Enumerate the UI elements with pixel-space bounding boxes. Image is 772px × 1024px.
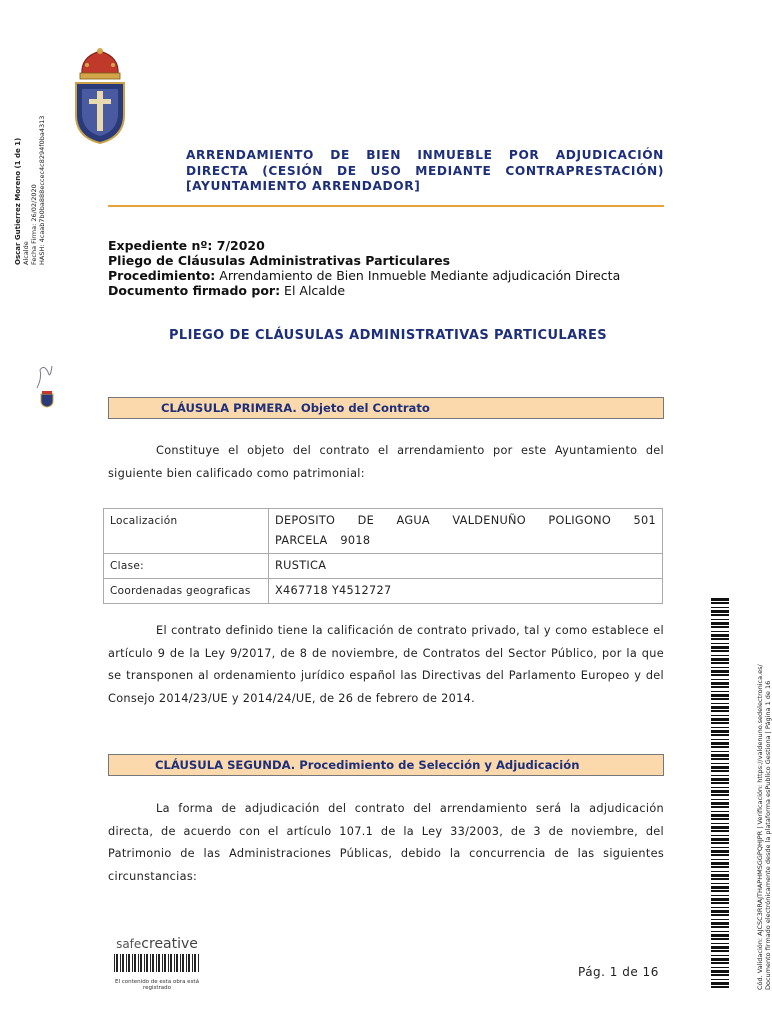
safe-barcode-bar bbox=[144, 954, 145, 972]
pliego-label: Pliego de Cláusulas Administrativas Particulares bbox=[108, 253, 451, 268]
barcode-bar bbox=[711, 754, 729, 757]
table-label: Clase: bbox=[104, 554, 269, 579]
header-title-line: [AYUNTAMIENTO ARRENDADOR] bbox=[186, 179, 421, 193]
barcode-bar bbox=[711, 775, 729, 776]
safe-barcode-bar bbox=[120, 954, 121, 972]
barcode-bar bbox=[711, 631, 729, 632]
safe-barcode-bar bbox=[158, 954, 160, 972]
barcode-bar bbox=[711, 706, 729, 709]
barcode-bar bbox=[711, 619, 729, 620]
barcode-bar bbox=[711, 739, 729, 740]
barcode-bar bbox=[711, 818, 729, 820]
barcode-bar bbox=[711, 838, 729, 841]
barcode-bar bbox=[711, 766, 729, 769]
barcode-bar bbox=[711, 703, 729, 704]
table-label: Localización bbox=[104, 509, 269, 554]
barcode-bar bbox=[711, 722, 729, 724]
barcode-bar bbox=[711, 682, 729, 685]
header-title-line: DIRECTA (CESIÓN DE USO MEDIANTE CONTRAPRESTACIÓN) bbox=[186, 163, 664, 178]
barcode-bar bbox=[711, 902, 729, 904]
barcode-bar bbox=[711, 751, 729, 752]
safe-barcode-bar bbox=[128, 954, 130, 972]
safe-barcode-bar bbox=[134, 954, 136, 972]
barcode-bar bbox=[711, 598, 729, 601]
barcode-bar bbox=[711, 950, 729, 952]
safe-barcode-bar bbox=[122, 954, 124, 972]
safe-barcode-bar bbox=[182, 954, 184, 972]
barcode-bar bbox=[711, 866, 729, 868]
barcode-bar bbox=[711, 694, 729, 697]
barcode-bar bbox=[711, 922, 729, 925]
safe-barcode-bar bbox=[176, 954, 178, 972]
barcode-bar bbox=[711, 770, 729, 772]
expediente-label: Expediente nº: bbox=[108, 238, 217, 253]
barcode-bar bbox=[711, 986, 729, 988]
safe-barcode-icon bbox=[112, 952, 202, 974]
barcode-bar bbox=[711, 758, 729, 760]
validation-barcode bbox=[711, 598, 729, 990]
firmado-label: Documento firmado por: bbox=[108, 283, 281, 298]
barcode-bar bbox=[711, 691, 729, 692]
barcode-bar bbox=[711, 602, 729, 604]
barcode-bar bbox=[711, 670, 729, 673]
barcode-bar bbox=[711, 982, 729, 985]
barcode-bar bbox=[711, 626, 729, 628]
barcode-bar bbox=[711, 938, 729, 940]
barcode-bar bbox=[711, 662, 729, 664]
safe-barcode-bar bbox=[156, 954, 157, 972]
signature-hash: HASH: 4caab7b0ba888eccec4c8294f0ba4313 bbox=[38, 115, 46, 265]
barcode-bar bbox=[711, 778, 729, 781]
firmado-value: El Alcalde bbox=[280, 283, 346, 298]
barcode-bar bbox=[711, 614, 729, 616]
clause-1-text: Constituye el objeto del contrato el arrendamiento por este Ayuntamiento del siguiente bien calificado como patrimonial: bbox=[108, 444, 664, 480]
barcode-bar bbox=[711, 859, 729, 860]
barcode-bar bbox=[711, 794, 729, 796]
page-number: Pág. 1 de 16 bbox=[578, 965, 659, 979]
safe-barcode-bar bbox=[188, 954, 190, 972]
safe-barcode-bar bbox=[174, 954, 175, 972]
barcode-bar bbox=[711, 979, 729, 980]
signer-name: Oscar Gutierrez Moreno (1 de 1) bbox=[14, 137, 22, 265]
table-value bbox=[269, 509, 663, 554]
barcode-bar bbox=[711, 655, 729, 656]
signature-scribble-icon bbox=[34, 360, 56, 390]
clause-2-heading: CLÁUSULA SEGUNDA. Procedimiento de Selección y Adjudicación bbox=[108, 754, 664, 776]
barcode-bar bbox=[711, 967, 729, 968]
barcode-bar bbox=[711, 878, 729, 880]
procedimiento-label: Procedimiento: bbox=[108, 268, 216, 283]
barcode-bar bbox=[711, 895, 729, 896]
safe-barcode-bar bbox=[194, 954, 196, 972]
safe-barcode-bar bbox=[146, 954, 148, 972]
signature-date: Fecha Firma: 26/02/2020 bbox=[30, 184, 38, 265]
barcode-bar bbox=[711, 826, 729, 829]
safe-barcode-bar bbox=[150, 954, 151, 972]
table-label: Coordenadas geograficas bbox=[104, 579, 269, 604]
safe-barcode-bar bbox=[116, 954, 118, 972]
barcode-bar bbox=[711, 919, 729, 920]
localizacion-value: DEPOSITO DE AGUA VALDENUÑO POLIGONO 501 PARCELA 9018 bbox=[275, 514, 656, 547]
barcode-bar bbox=[711, 727, 729, 728]
barcode-bar bbox=[711, 931, 729, 932]
barcode-bar bbox=[711, 610, 729, 613]
barcode-bar bbox=[711, 650, 729, 652]
document-header-title bbox=[186, 148, 664, 195]
barcode-bar bbox=[711, 898, 729, 901]
barcode-bar bbox=[711, 734, 729, 736]
clause-1-heading: CLÁUSULA PRIMERA. Objeto del Contrato bbox=[108, 397, 664, 419]
barcode-bar bbox=[711, 934, 729, 937]
procedimiento-value: Arrendamiento de Bien Inmueble Mediante adjudicación Directa bbox=[215, 268, 621, 283]
barcode-bar bbox=[711, 823, 729, 824]
barcode-bar bbox=[711, 874, 729, 877]
table-value: RUSTICA bbox=[269, 554, 663, 579]
safe-barcode-bar bbox=[164, 954, 166, 972]
safe-barcode-bar bbox=[126, 954, 127, 972]
barcode-bar bbox=[711, 974, 729, 976]
barcode-bar bbox=[711, 715, 729, 716]
table-value: X467718 Y4512727 bbox=[269, 579, 663, 604]
barcode-bar bbox=[711, 674, 729, 676]
barcode-bar bbox=[711, 698, 729, 700]
para2-text: El contrato definido tiene la calificación de contrato privado, tal y como establece el artículo 9 de la Ley 9/2017, de 8 de noviembre, de Contratos del Sector Público, por la que se transponen al ordenamiento jurídico español las Directivas del Parlamento Europeo y del Consejo 2014/23/UE y 2014/24/UE, de 26 de febrero de 2014. bbox=[108, 624, 664, 705]
clause-2-text: La forma de adjudicación del contrato del arrendamiento será la adjudicación directa, de acuerdo con el artículo 107.1 de la Ley 33/2003, de 3 de noviembre, del Patrimonio de las Administraciones Públicas, debido la concurrencia de las siguientes circunstancias: bbox=[108, 802, 664, 883]
barcode-bar bbox=[711, 622, 729, 625]
safe-note: El contenido de esta obra está registrado bbox=[115, 979, 199, 991]
barcode-bar bbox=[711, 962, 729, 964]
signer-role: Alcalde bbox=[22, 241, 30, 265]
safe-barcode-bar bbox=[138, 954, 139, 972]
table-row bbox=[104, 509, 663, 554]
barcode-bar bbox=[711, 802, 729, 805]
safe-barcode-bar bbox=[186, 954, 187, 972]
barcode-bar bbox=[711, 943, 729, 944]
barcode-bar bbox=[711, 907, 729, 908]
property-table bbox=[103, 508, 663, 604]
safe-barcode-bar bbox=[168, 954, 169, 972]
barcode-bar bbox=[711, 646, 729, 649]
safe-barcode-bar bbox=[114, 954, 115, 972]
validation-line: Documento firmado electrónicamente desde la plataforma esPublico Gestiona | Página 1 de 16 bbox=[764, 680, 772, 990]
barcode-bar bbox=[711, 790, 729, 793]
safe-brand-a: safe bbox=[116, 937, 142, 951]
barcode-bar bbox=[711, 782, 729, 784]
barcode-bar bbox=[711, 842, 729, 844]
barcode-bar bbox=[711, 806, 729, 808]
expediente-value: 7/2020 bbox=[216, 238, 265, 253]
document-meta bbox=[108, 238, 668, 298]
main-title: PLIEGO DE CLÁUSULAS ADMINISTRATIVAS PARTICULARES bbox=[168, 328, 608, 343]
barcode-bar bbox=[711, 730, 729, 733]
barcode-bar bbox=[711, 667, 729, 668]
barcode-bar bbox=[711, 914, 729, 916]
barcode-bar bbox=[711, 638, 729, 640]
barcode-bar bbox=[711, 847, 729, 848]
header-title-line: ARRENDAMIENTO DE BIEN INMUEBLE POR ADJUDICACIÓN bbox=[186, 148, 664, 162]
clause-2-paragraph bbox=[108, 798, 664, 888]
barcode-bar bbox=[711, 970, 729, 973]
barcode-bar bbox=[711, 926, 729, 928]
barcode-bar bbox=[711, 634, 729, 637]
safe-barcode-bar bbox=[192, 954, 193, 972]
barcode-bar bbox=[711, 910, 729, 913]
barcode-bar bbox=[711, 742, 729, 745]
small-crest-icon bbox=[38, 390, 56, 408]
barcode-bar bbox=[711, 746, 729, 748]
barcode-bar bbox=[711, 763, 729, 764]
barcode-bar bbox=[711, 890, 729, 892]
barcode-bar bbox=[711, 886, 729, 889]
safe-barcode-bar bbox=[180, 954, 181, 972]
safe-creative-logo bbox=[112, 936, 202, 991]
safe-brand-b: creative bbox=[141, 936, 198, 952]
validation-text bbox=[756, 598, 772, 990]
validation-line: Cód. Validación: AJCSC3RRAJTHAPHMSGGPQHJPR | Verificación: https://valdenuno.sedelectronica.es/ bbox=[756, 664, 764, 990]
barcode-bar bbox=[711, 871, 729, 872]
contract-classification-paragraph bbox=[108, 620, 664, 710]
barcode-bar bbox=[711, 643, 729, 644]
barcode-bar bbox=[711, 718, 729, 721]
barcode-bar bbox=[711, 835, 729, 836]
barcode-bar bbox=[711, 830, 729, 832]
table-row bbox=[104, 579, 663, 604]
barcode-bar bbox=[711, 799, 729, 800]
safe-barcode-bar bbox=[198, 954, 199, 972]
barcode-bar bbox=[711, 883, 729, 884]
barcode-bar bbox=[711, 607, 729, 608]
barcode-bar bbox=[711, 814, 729, 817]
barcode-bar bbox=[711, 946, 729, 949]
safe-barcode-bar bbox=[140, 954, 142, 972]
barcode-bar bbox=[711, 955, 729, 956]
barcode-bar bbox=[711, 854, 729, 856]
signature-block bbox=[14, 25, 46, 265]
barcode-bar bbox=[711, 850, 729, 853]
barcode-bar bbox=[711, 658, 729, 661]
table-row bbox=[104, 554, 663, 579]
barcode-bar bbox=[711, 686, 729, 688]
clause-1-paragraph bbox=[108, 440, 664, 485]
barcode-bar bbox=[711, 787, 729, 788]
safe-barcode-bar bbox=[152, 954, 154, 972]
safe-barcode-bar bbox=[132, 954, 133, 972]
barcode-bar bbox=[711, 710, 729, 712]
barcode-bar bbox=[711, 862, 729, 865]
municipal-crest-logo bbox=[60, 45, 140, 145]
barcode-bar bbox=[711, 958, 729, 961]
barcode-bar bbox=[711, 679, 729, 680]
barcode-bar bbox=[711, 811, 729, 812]
safe-barcode-bar bbox=[170, 954, 172, 972]
header-divider bbox=[108, 205, 664, 207]
safe-barcode-bar bbox=[162, 954, 163, 972]
